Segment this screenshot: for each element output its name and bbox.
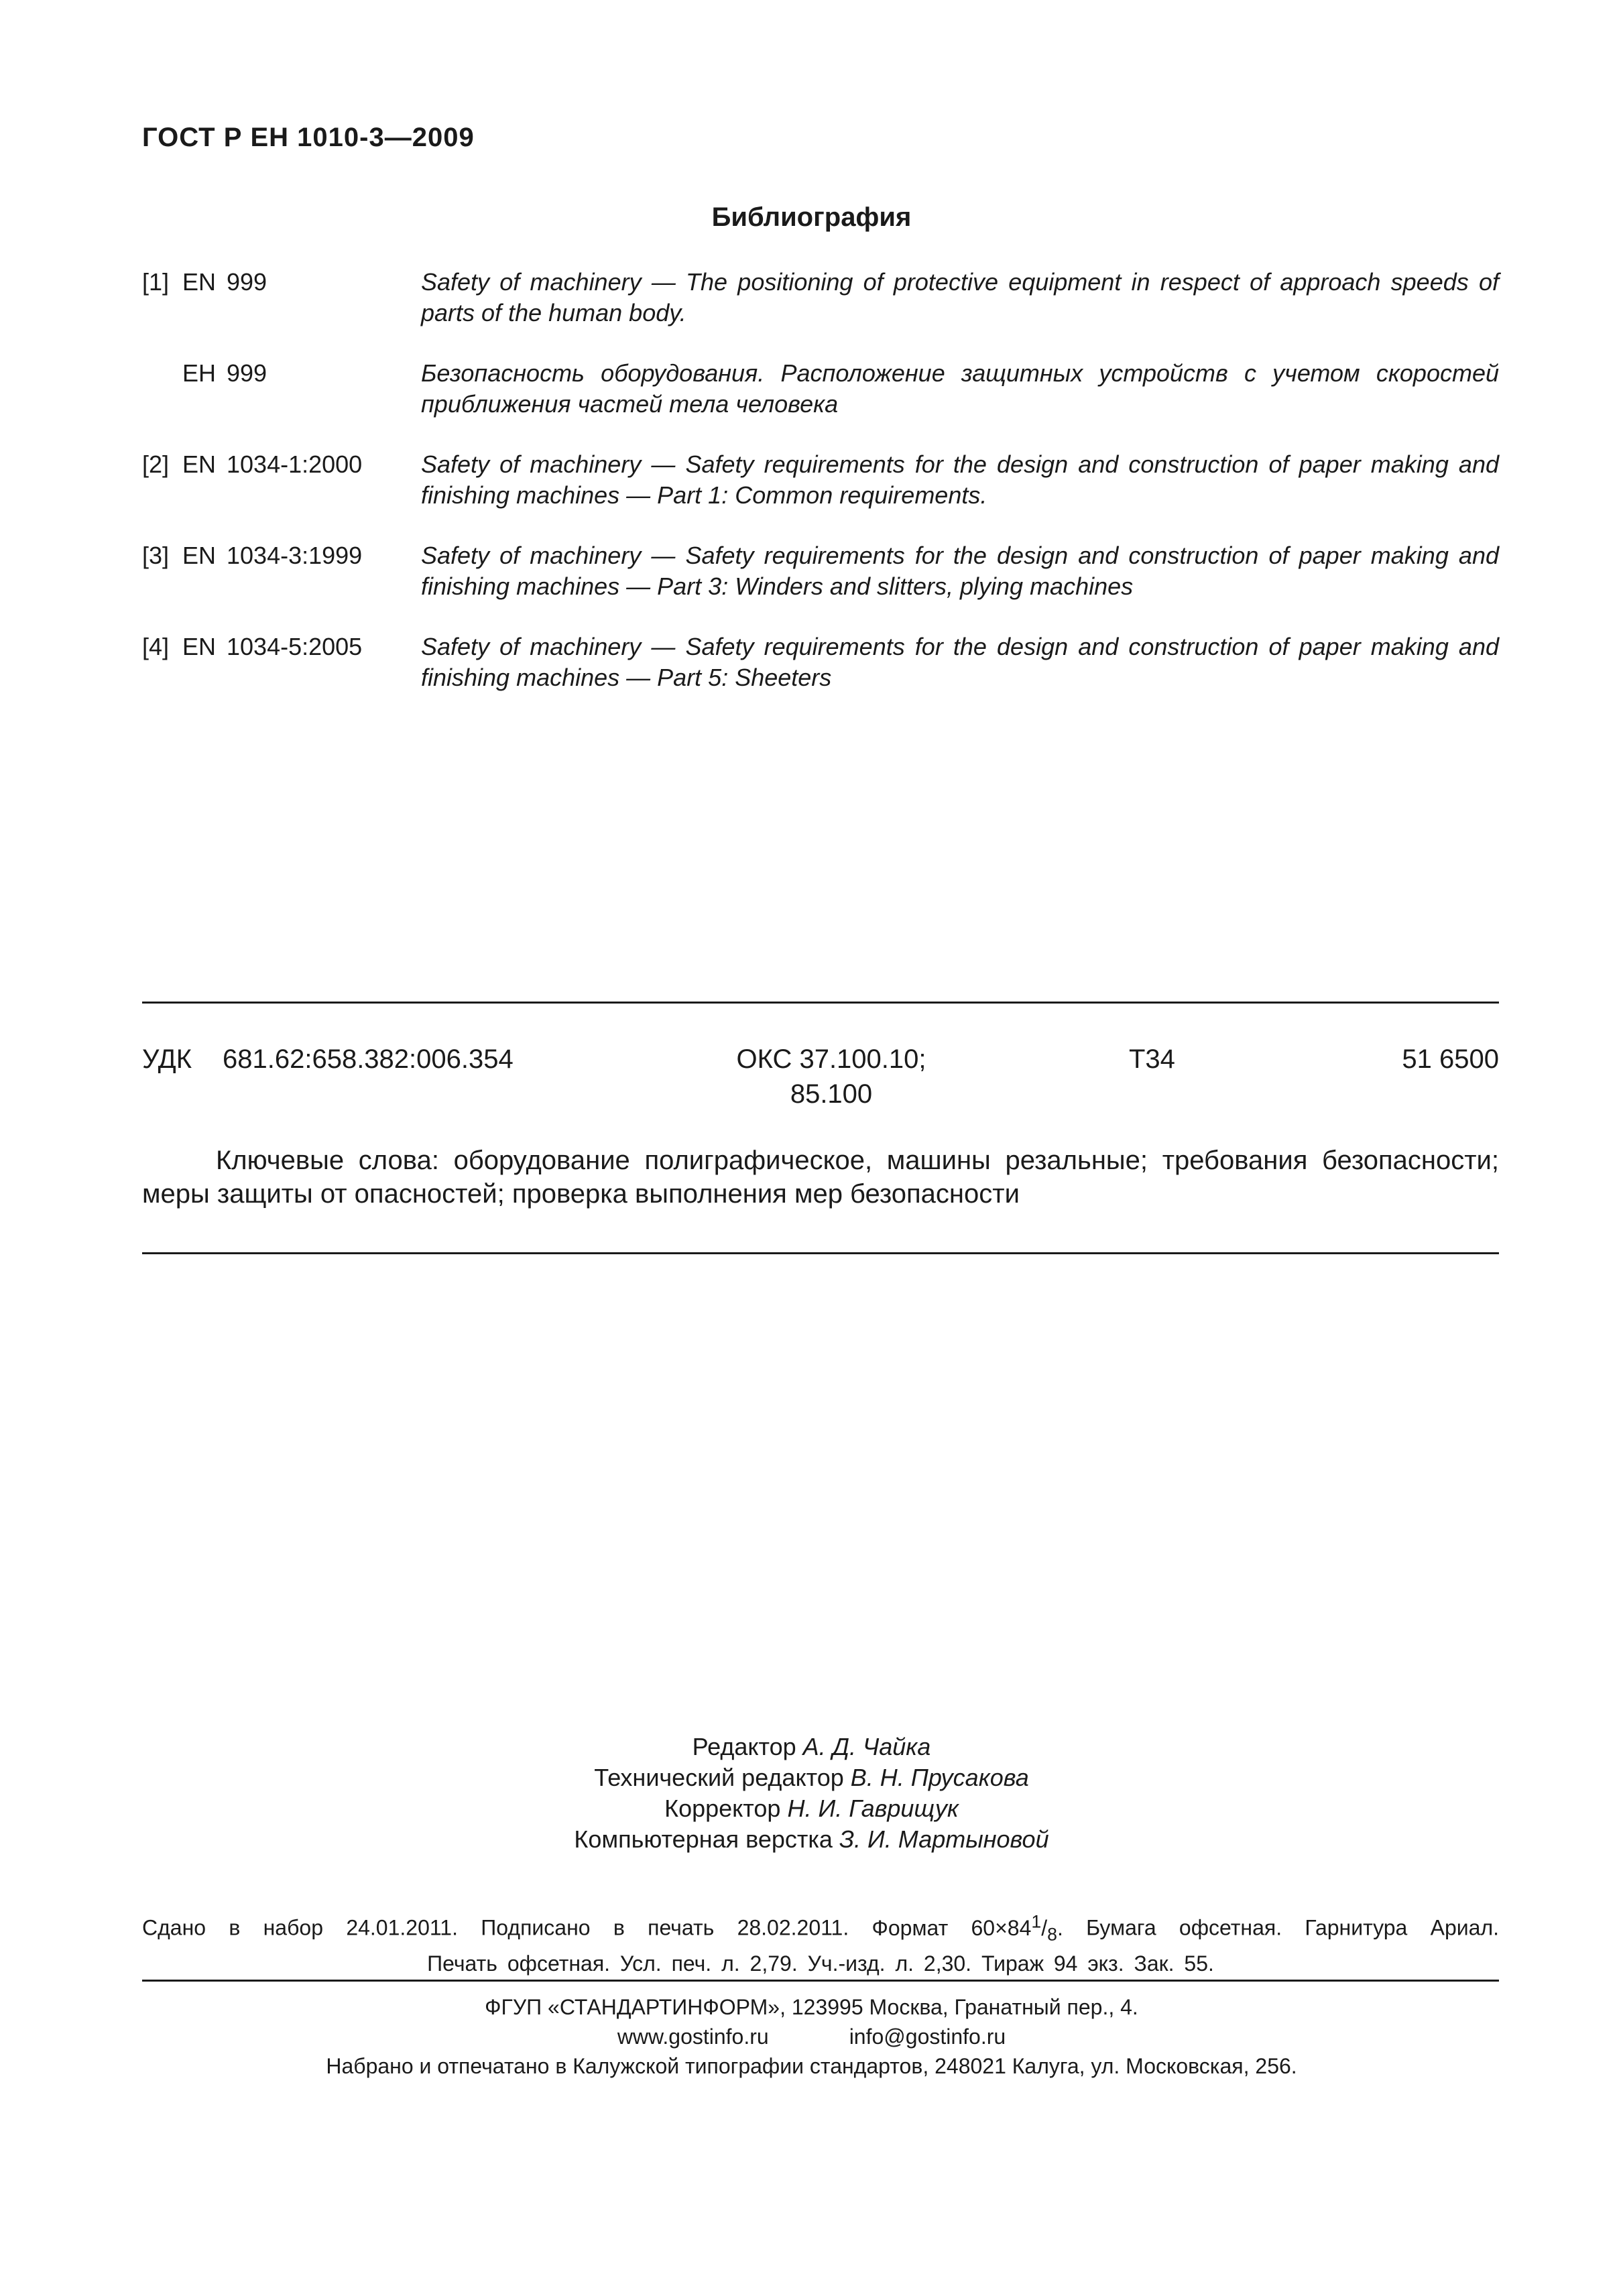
- entry-description: Safety of machinery — Safety requirements for the design and construction of paper making and finishing machines — Part 1: Common requirements.: [421, 450, 1499, 509]
- entry-description: Безопасность оборудования. Расположение защитных устройств с учетом скоростей приближения частей тела человека: [421, 359, 1499, 418]
- publisher-contacts: [0, 2022, 1623, 2051]
- bibliography-entry: [142, 540, 1499, 602]
- divider-top: [142, 1002, 1499, 1004]
- typeface: Гарнитура Ариал.: [1305, 1915, 1500, 1940]
- entry-code: EN 1034-3:1999: [182, 542, 363, 569]
- entry-number: [4]: [142, 633, 170, 660]
- layout-name: З. И. Мартыновой: [839, 1825, 1049, 1853]
- corrector-line: Корректор Н. И. Гаврищук: [664, 1795, 959, 1822]
- tech-editor-line: Технический редактор В. Н. Прусакова: [594, 1764, 1029, 1791]
- oks-line2: 85.100: [790, 1079, 873, 1109]
- entry-number: [1]: [142, 268, 170, 296]
- entry-description: Safety of machinery — Safety requirements for the design and construction of paper making and finishing machines — Part 5: Sheeters: [421, 633, 1499, 691]
- bibliography-entry: [142, 267, 1499, 328]
- print-format: Формат $60\times 84^1/_8$.: [871, 1911, 1063, 1945]
- keywords: Ключевые слова: оборудование полиграфическое, машины резальные; требования безопасности; меры защиты от опасностей; проверка выполнения мер безопасности: [142, 1146, 1499, 1209]
- group-code: Т34: [1129, 1044, 1175, 1074]
- entry-code: EN 1034-1:2000: [182, 450, 363, 478]
- paper-type: Бумага офсетная.: [1086, 1915, 1282, 1940]
- imprint-line1: [142, 1907, 1499, 1949]
- imprint-block: [142, 1907, 1499, 1978]
- website-link[interactable]: www.gostinfo.ru: [617, 2025, 769, 2049]
- publisher-block: [0, 1992, 1623, 2081]
- bibliography-list: [142, 267, 1499, 693]
- entry-code: EN 1034-5:2005: [182, 633, 363, 660]
- layout-line: Компьютерная верстка З. И. Мартыновой: [574, 1825, 1049, 1853]
- publisher-address: ФГУП «СТАНДАРТИНФОРМ», 123995 Москва, Гранатный пер., 4.: [485, 1995, 1138, 2019]
- divider-imprint: [142, 1980, 1499, 1982]
- udk-label: УДК: [142, 1044, 192, 1074]
- entry-description: Safety of machinery — Safety requirements for the design and construction of paper making and finishing machines — Part 3: Winders and slitters, plying machines: [421, 542, 1499, 600]
- printing-house: Набрано и отпечатано в Калужской типографии стандартов, 248021 Калуга, ул. Московская, 256.: [326, 2054, 1297, 2078]
- submitted-date: Сдано в набор 24.01.2011.: [142, 1915, 458, 1940]
- oks-code: [670, 1042, 992, 1111]
- signed-date: Подписано в печать 28.02.2011.: [481, 1915, 849, 1940]
- entry-description: Safety of machinery — The positioning of protective equipment in respect of approach speeds of parts of the human body.: [421, 268, 1499, 326]
- editor-name: А. Д. Чайка: [802, 1733, 931, 1760]
- email-link[interactable]: info@gostinfo.ru: [849, 2025, 1006, 2049]
- oks-line1: ОКС 37.100.10;: [736, 1044, 926, 1074]
- bibliography-entry: [142, 631, 1499, 693]
- bibliography-entry: [142, 358, 1499, 420]
- bibliography-title: Библиография: [711, 202, 912, 232]
- document-code: ГОСТ Р ЕН 1010-3—2009: [142, 123, 475, 152]
- corrector-name: Н. И. Гаврищук: [787, 1795, 959, 1822]
- udk-value: 681.62:658.382:006.354: [223, 1044, 514, 1074]
- divider-bottom: [142, 1252, 1499, 1254]
- entry-number: [2]: [142, 450, 170, 478]
- entry-code: EN 999: [182, 268, 267, 296]
- credits-block: [0, 1732, 1623, 1855]
- entry-number: [3]: [142, 542, 170, 569]
- entry-code: ЕН 999: [182, 359, 267, 387]
- imprint-line2: Печать офсетная. Усл. печ. л. 2,79. Уч.-изд. л. 2,30. Тираж 94 экз. Зак. 55.: [427, 1951, 1214, 1976]
- editor-line: Редактор А. Д. Чайка: [692, 1733, 931, 1760]
- bibliography-entry: [142, 449, 1499, 511]
- tech-editor-name: В. Н. Прусакова: [850, 1764, 1029, 1791]
- okp-code: 51 6500: [1402, 1044, 1499, 1074]
